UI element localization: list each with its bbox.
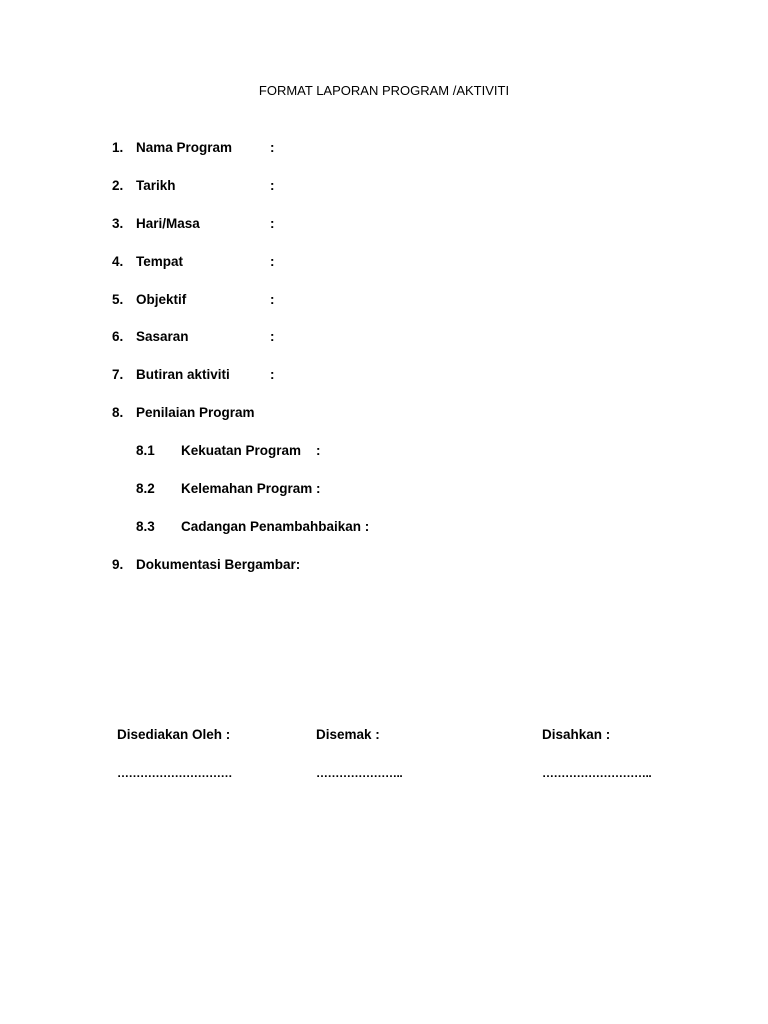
sub-item-colon: : bbox=[316, 443, 321, 458]
item-colon: : bbox=[270, 178, 275, 193]
item-colon: : bbox=[270, 329, 275, 344]
item-colon: : bbox=[270, 367, 275, 382]
item-label: Objektif bbox=[136, 292, 187, 307]
approved-by-signature-line: ……………………….. bbox=[542, 766, 652, 780]
sub-item-label: Cadangan Penambahbaikan : bbox=[181, 519, 370, 534]
item-label: Sasaran bbox=[136, 329, 189, 344]
item-number: 8. bbox=[112, 405, 124, 420]
sub-item-label: Kelemahan Program : bbox=[181, 481, 321, 496]
item-number: 1. bbox=[112, 140, 124, 155]
item-label: Tarikh bbox=[136, 178, 176, 193]
item-label: Nama Program bbox=[136, 140, 233, 155]
item-number: 2. bbox=[112, 178, 124, 193]
item-label: Hari/Masa bbox=[136, 216, 200, 231]
item-colon: : bbox=[270, 254, 275, 269]
sub-item-number: 8.2 bbox=[136, 481, 155, 496]
item-number: 9. bbox=[112, 557, 124, 572]
prepared-by-label: Disediakan Oleh : bbox=[117, 727, 231, 742]
item-number: 6. bbox=[112, 329, 124, 344]
prepared-by-signature-line: ………………………… bbox=[117, 766, 232, 780]
item-number: 7. bbox=[112, 367, 124, 382]
item-colon: : bbox=[270, 292, 275, 307]
document-title: FORMAT LAPORAN PROGRAM /AKTIVITI bbox=[258, 83, 510, 98]
approved-by-label: Disahkan : bbox=[542, 727, 611, 742]
item-label: Tempat bbox=[136, 254, 184, 269]
item-number: 3. bbox=[112, 216, 124, 231]
item-label: Dokumentasi Bergambar: bbox=[136, 557, 301, 572]
item-number: 5. bbox=[112, 292, 124, 307]
item-colon: : bbox=[270, 216, 275, 231]
sub-item-label: Kekuatan Program bbox=[181, 443, 302, 458]
item-label: Penilaian Program bbox=[136, 405, 255, 420]
item-colon: : bbox=[270, 140, 275, 155]
sub-item-number: 8.1 bbox=[136, 443, 155, 458]
item-number: 4. bbox=[112, 254, 124, 269]
reviewed-by-label: Disemak : bbox=[316, 727, 380, 742]
reviewed-by-signature-line: ………………….. bbox=[316, 766, 403, 780]
item-label: Butiran aktiviti bbox=[136, 367, 230, 382]
sub-item-number: 8.3 bbox=[136, 519, 155, 534]
